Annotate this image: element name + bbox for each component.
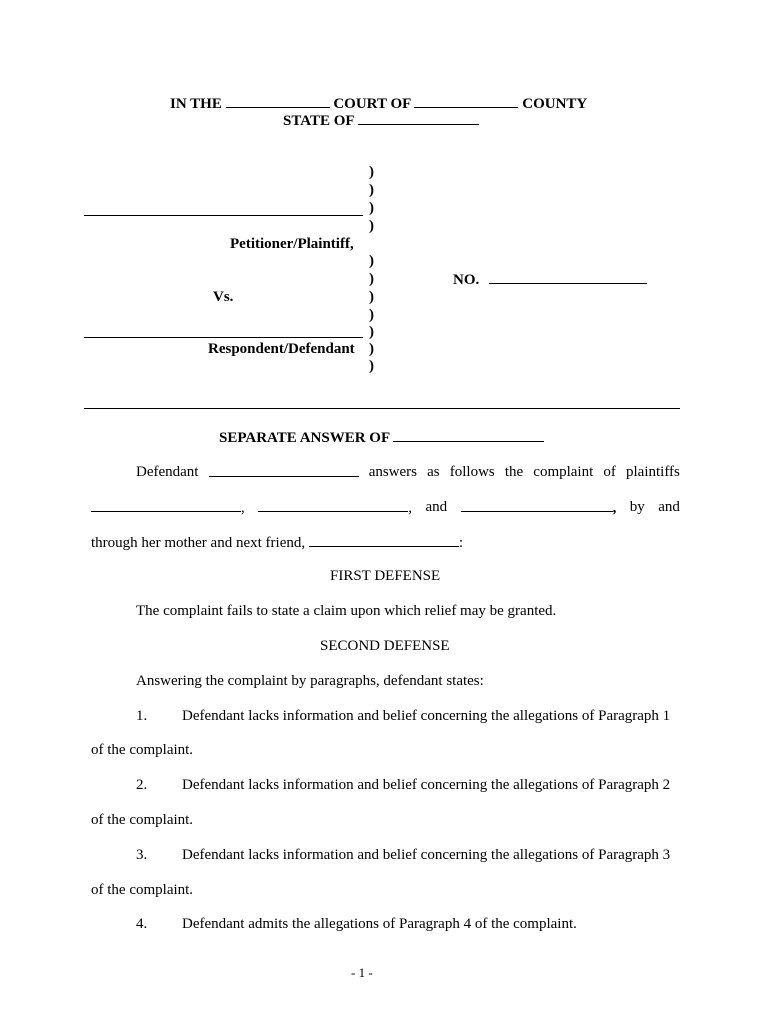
caption-paren: ) — [369, 289, 374, 305]
intro-word: plaintiffs — [626, 464, 680, 480]
caption-paren: ) — [369, 307, 374, 323]
county-label: COUNTY — [522, 96, 588, 112]
court-name-blank[interactable] — [226, 94, 330, 108]
item-continuation: of the complaint. — [91, 882, 194, 898]
defendant-name-blank[interactable] — [393, 428, 544, 442]
intro-word: and — [425, 499, 448, 515]
caption-paren: ) — [369, 164, 374, 180]
caption-paren: ) — [369, 324, 374, 340]
respondent-name-line[interactable] — [84, 337, 363, 338]
intro-word: answers — [368, 464, 418, 480]
caption-divider — [84, 408, 680, 409]
item-number: 4. — [136, 916, 148, 932]
comma: , — [408, 500, 412, 516]
county-name-blank[interactable] — [414, 94, 518, 108]
intro-word: the — [504, 464, 524, 480]
caption-paren: ) — [369, 358, 374, 374]
court-of-label: COURT OF — [333, 96, 411, 112]
answer-title — [219, 428, 544, 447]
intro-word: Defendant — [136, 464, 199, 480]
item-number: 3. — [136, 847, 148, 863]
state-name-blank[interactable] — [358, 111, 479, 125]
colon: : — [458, 535, 464, 551]
intro-word: complaint — [533, 464, 594, 480]
intro-line-3 — [91, 533, 463, 552]
item-continuation: of the complaint. — [91, 742, 194, 758]
item-text: Defendant lacks information and belief concerning the allegations of Paragraph 3 — [182, 847, 671, 863]
comma: , — [241, 500, 245, 516]
case-number-blank[interactable] — [489, 270, 647, 284]
next-friend-blank[interactable] — [309, 533, 459, 547]
state-of-label: STATE OF — [283, 113, 354, 129]
second-defense-heading: SECOND DEFENSE — [320, 638, 450, 654]
item-text: Defendant admits the allegations of Paragraph 4 of the complaint. — [182, 916, 577, 932]
item-continuation: of the complaint. — [91, 812, 194, 828]
item-text: Defendant lacks information and belief concerning the allegations of Paragraph 1 — [182, 708, 671, 724]
intro-word: by — [629, 499, 645, 515]
item-number: 2. — [136, 777, 148, 793]
in-the-label: IN THE — [170, 96, 222, 112]
comma: , — [612, 500, 617, 516]
case-number-row — [453, 270, 647, 289]
caption-paren: ) — [369, 200, 374, 216]
intro-word: of — [603, 464, 616, 480]
plaintiff-1-blank[interactable] — [91, 498, 241, 512]
caption-paren: ) — [369, 253, 374, 269]
plaintiff-3-group — [461, 498, 617, 517]
item-number: 1. — [136, 708, 148, 724]
petitioner-label: Petitioner/Plaintiff, — [230, 236, 354, 252]
first-defense-heading: FIRST DEFENSE — [330, 568, 441, 584]
page-number: - 1 - — [351, 965, 373, 980]
item-text: Defendant lacks information and belief concerning the allegations of Paragraph 2 — [182, 777, 671, 793]
caption-paren: ) — [369, 341, 374, 357]
plaintiff-1-group — [91, 498, 245, 517]
caption-paren: ) — [369, 218, 374, 234]
court-header-line2 — [283, 111, 479, 130]
defendant-blank[interactable] — [209, 463, 359, 477]
case-no-label: NO. — [453, 272, 480, 288]
caption-paren: ) — [369, 271, 374, 287]
respondent-label: Respondent/Defendant — [208, 341, 355, 357]
first-defense-text: The complaint fails to state a claim upon which relief may be granted. — [136, 603, 557, 619]
petitioner-name-line[interactable] — [84, 215, 363, 216]
through-text: through her mother and next friend, — [91, 535, 306, 551]
intro-word: as — [427, 464, 440, 480]
caption-paren: ) — [369, 182, 374, 198]
second-defense-intro: Answering the complaint by paragraphs, defendant states: — [136, 673, 484, 689]
vs-label: Vs. — [213, 289, 234, 305]
intro-line-2 — [91, 498, 680, 517]
plaintiff-3-blank[interactable] — [461, 498, 613, 512]
plaintiff-2-blank[interactable] — [258, 498, 408, 512]
intro-line-1 — [136, 463, 680, 481]
plaintiff-2-group — [258, 498, 412, 517]
intro-word: and — [658, 499, 680, 515]
separate-answer-label: SEPARATE ANSWER OF — [219, 430, 390, 446]
intro-word: follows — [449, 464, 495, 480]
